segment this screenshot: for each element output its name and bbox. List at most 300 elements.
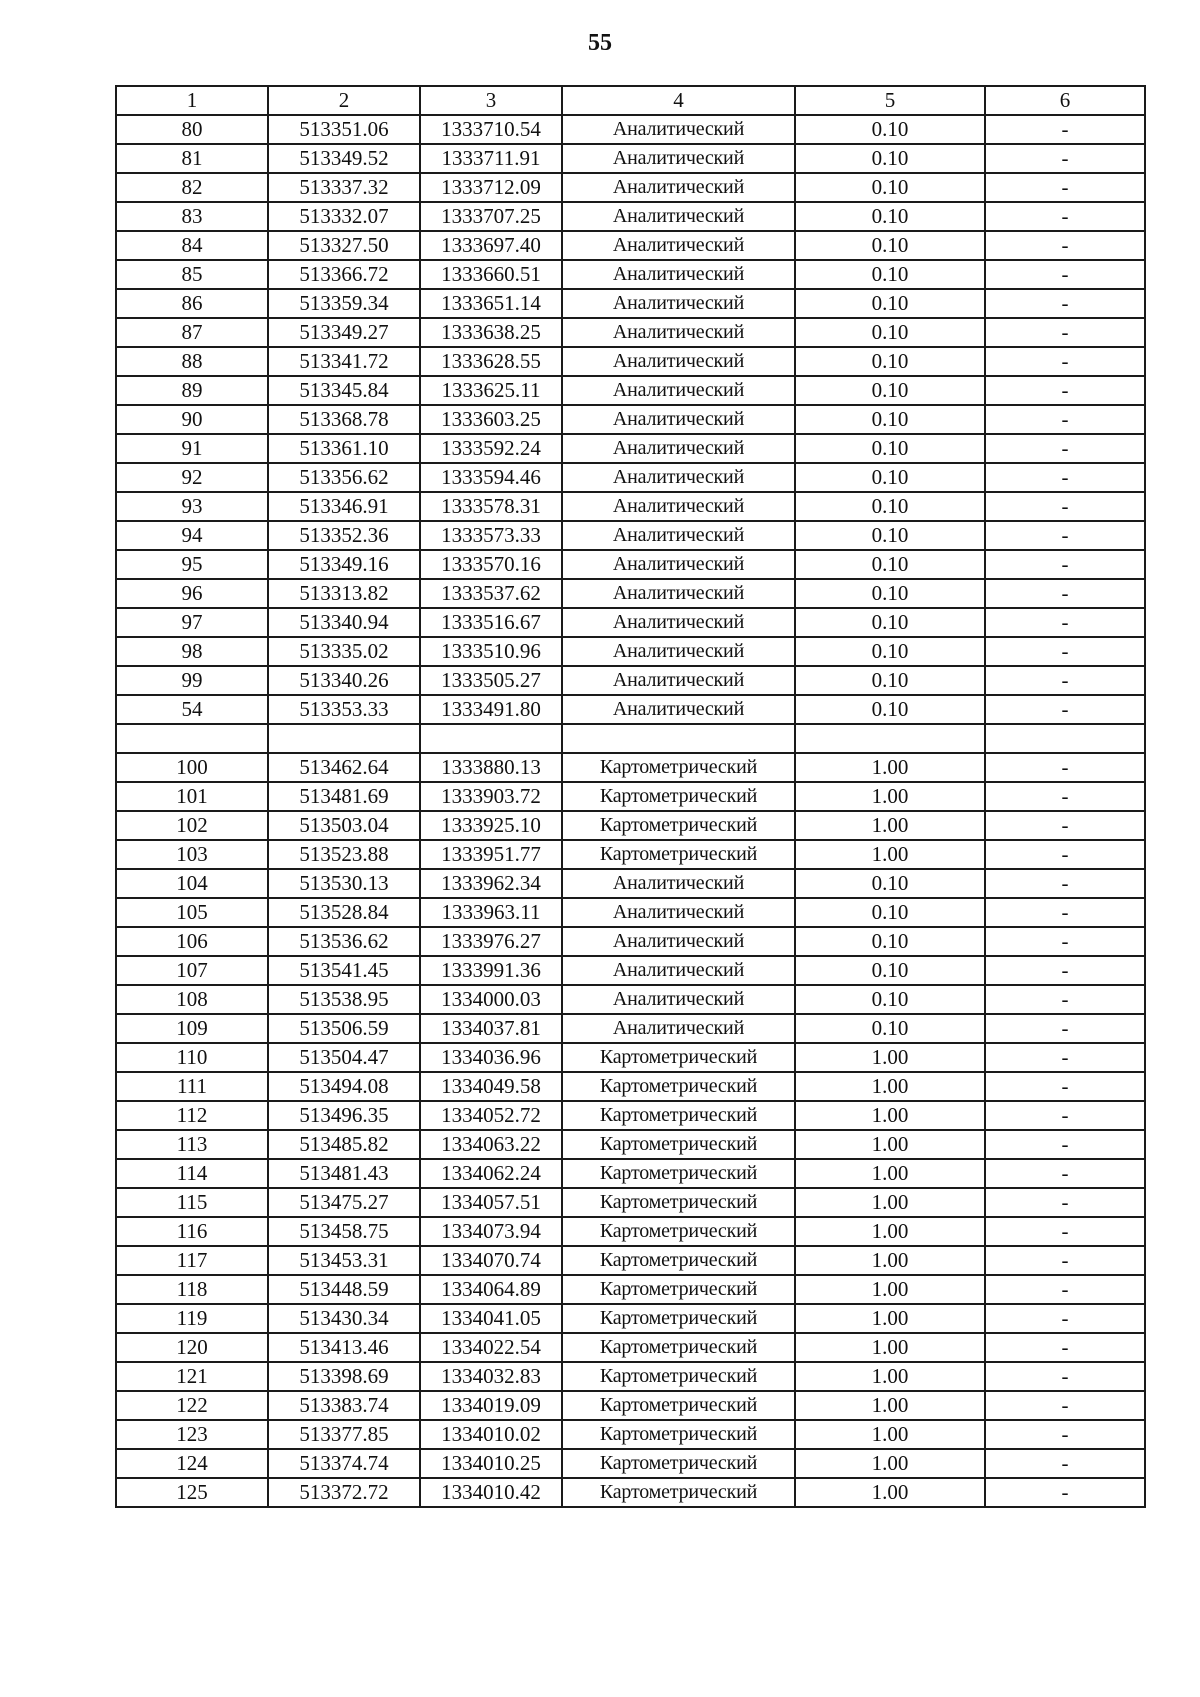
cell-x-coordinate: 513458.75: [268, 1217, 420, 1246]
cell-accuracy: 1.00: [795, 1246, 985, 1275]
cell-method: Аналитический: [562, 927, 795, 956]
cell-x-coordinate: 513523.88: [268, 840, 420, 869]
cell-y-coordinate: 1334010.42: [420, 1478, 562, 1507]
cell-accuracy: 1.00: [795, 753, 985, 782]
table-row: [116, 811, 1145, 840]
cell-method: Аналитический: [562, 608, 795, 637]
cell-note: -: [985, 753, 1145, 782]
cell-x-coordinate: 513372.72: [268, 1478, 420, 1507]
table-row: [116, 1043, 1145, 1072]
table-row: [116, 1246, 1145, 1275]
cell-point-number: 95: [116, 550, 268, 579]
cell-point-number: 96: [116, 579, 268, 608]
cell-method: Аналитический: [562, 956, 795, 985]
cell-x-coordinate: 513374.74: [268, 1449, 420, 1478]
cell-note: -: [985, 347, 1145, 376]
cell-point-number: 87: [116, 318, 268, 347]
cell-x-coordinate: 513481.43: [268, 1159, 420, 1188]
cell-x-coordinate: 513352.36: [268, 521, 420, 550]
cell-accuracy: 0.10: [795, 463, 985, 492]
cell-method: Аналитический: [562, 695, 795, 724]
table-row: [116, 1420, 1145, 1449]
cell-note: -: [985, 376, 1145, 405]
cell-point-number: 107: [116, 956, 268, 985]
cell-x-coordinate: 513335.02: [268, 637, 420, 666]
cell-y-coordinate: 1333962.34: [420, 869, 562, 898]
table-row: [116, 521, 1145, 550]
cell-note: -: [985, 637, 1145, 666]
cell-point-number: 109: [116, 1014, 268, 1043]
table-row: [116, 724, 1145, 753]
cell-accuracy: 0.10: [795, 666, 985, 695]
cell-note: -: [985, 695, 1145, 724]
cell-accuracy: 0.10: [795, 985, 985, 1014]
cell-y-coordinate: 1333592.24: [420, 434, 562, 463]
table-row: [116, 898, 1145, 927]
cell-accuracy: 0.10: [795, 231, 985, 260]
cell-y-coordinate: 1334073.94: [420, 1217, 562, 1246]
cell-note: -: [985, 1275, 1145, 1304]
table-row: [116, 144, 1145, 173]
cell-note: -: [985, 1304, 1145, 1333]
page-number: 55: [588, 30, 612, 56]
cell-y-coordinate: 1333925.10: [420, 811, 562, 840]
column-header-3: 3: [420, 86, 562, 115]
cell-method: Аналитический: [562, 1014, 795, 1043]
cell-point-number: 119: [116, 1304, 268, 1333]
cell-accuracy: 1.00: [795, 1420, 985, 1449]
cell-y-coordinate: 1333603.25: [420, 405, 562, 434]
cell-x-coordinate: 513398.69: [268, 1362, 420, 1391]
cell-method: Аналитический: [562, 318, 795, 347]
cell-method: Аналитический: [562, 173, 795, 202]
cell-x-coordinate: 513359.34: [268, 289, 420, 318]
cell-method: Картометрический: [562, 840, 795, 869]
cell-method: Аналитический: [562, 463, 795, 492]
cell-point-number: 102: [116, 811, 268, 840]
cell-accuracy: 1.00: [795, 1449, 985, 1478]
cell-point-number: 120: [116, 1333, 268, 1362]
table-row: [116, 840, 1145, 869]
table-row: [116, 985, 1145, 1014]
cell-accuracy: 1.00: [795, 840, 985, 869]
cell-x-coordinate: 513356.62: [268, 463, 420, 492]
cell-x-coordinate: 513448.59: [268, 1275, 420, 1304]
cell-y-coordinate: 1333491.80: [420, 695, 562, 724]
cell-point-number: 115: [116, 1188, 268, 1217]
cell-x-coordinate: 513383.74: [268, 1391, 420, 1420]
table-row: [116, 434, 1145, 463]
cell-accuracy: 0.10: [795, 115, 985, 144]
cell-note: -: [985, 1362, 1145, 1391]
table-row: [116, 231, 1145, 260]
cell-y-coordinate: 1334010.02: [420, 1420, 562, 1449]
cell-note: -: [985, 144, 1145, 173]
table-row: [116, 1478, 1145, 1507]
cell-point-number: 100: [116, 753, 268, 782]
cell-point-number: 106: [116, 927, 268, 956]
cell-note: -: [985, 840, 1145, 869]
cell-y-coordinate: 1333697.40: [420, 231, 562, 260]
table-row: [116, 1188, 1145, 1217]
cell-point-number: 86: [116, 289, 268, 318]
cell-accuracy: 0.10: [795, 173, 985, 202]
table-row: [116, 1391, 1145, 1420]
cell-point-number: 105: [116, 898, 268, 927]
header-row: [116, 86, 1145, 115]
cell-method: Картометрический: [562, 1362, 795, 1391]
cell-note: -: [985, 956, 1145, 985]
cell-method: Картометрический: [562, 1420, 795, 1449]
table-row: [116, 1101, 1145, 1130]
column-header-2: 2: [268, 86, 420, 115]
table-row: [116, 318, 1145, 347]
cell-y-coordinate: 1334057.51: [420, 1188, 562, 1217]
cell-method: Аналитический: [562, 260, 795, 289]
cell-y-coordinate: 1334064.89: [420, 1275, 562, 1304]
column-header-1: 1: [116, 86, 268, 115]
cell-note: -: [985, 1101, 1145, 1130]
table-row: [116, 1072, 1145, 1101]
cell-point-number: [116, 724, 268, 753]
cell-y-coordinate: 1334032.83: [420, 1362, 562, 1391]
cell-x-coordinate: 513349.27: [268, 318, 420, 347]
cell-method: Картометрический: [562, 1304, 795, 1333]
cell-accuracy: 1.00: [795, 811, 985, 840]
cell-x-coordinate: 513337.32: [268, 173, 420, 202]
cell-point-number: 89: [116, 376, 268, 405]
column-header-5: 5: [795, 86, 985, 115]
cell-note: -: [985, 1449, 1145, 1478]
cell-y-coordinate: 1333991.36: [420, 956, 562, 985]
cell-method: Аналитический: [562, 521, 795, 550]
cell-accuracy: 0.10: [795, 927, 985, 956]
cell-method: Аналитический: [562, 202, 795, 231]
cell-y-coordinate: 1333951.77: [420, 840, 562, 869]
cell-note: -: [985, 1014, 1145, 1043]
cell-point-number: 88: [116, 347, 268, 376]
coordinates-table: [115, 85, 1146, 1508]
cell-method: Аналитический: [562, 405, 795, 434]
cell-accuracy: [795, 724, 985, 753]
cell-point-number: 124: [116, 1449, 268, 1478]
table-row: [116, 579, 1145, 608]
table-row: [116, 376, 1145, 405]
cell-accuracy: 0.10: [795, 608, 985, 637]
cell-method: Картометрический: [562, 782, 795, 811]
cell-x-coordinate: 513341.72: [268, 347, 420, 376]
cell-note: -: [985, 1217, 1145, 1246]
cell-y-coordinate: 1334063.22: [420, 1130, 562, 1159]
cell-accuracy: 1.00: [795, 1362, 985, 1391]
cell-note: -: [985, 260, 1145, 289]
cell-method: Картометрический: [562, 1188, 795, 1217]
table-row: [116, 115, 1145, 144]
cell-y-coordinate: 1333578.31: [420, 492, 562, 521]
cell-y-coordinate: 1334041.05: [420, 1304, 562, 1333]
cell-x-coordinate: 513368.78: [268, 405, 420, 434]
cell-accuracy: 0.10: [795, 550, 985, 579]
cell-note: -: [985, 1159, 1145, 1188]
cell-method: Картометрический: [562, 1391, 795, 1420]
cell-note: -: [985, 1188, 1145, 1217]
cell-note: -: [985, 231, 1145, 260]
cell-x-coordinate: 513353.33: [268, 695, 420, 724]
cell-x-coordinate: 513340.94: [268, 608, 420, 637]
cell-y-coordinate: 1333651.14: [420, 289, 562, 318]
cell-note: -: [985, 1391, 1145, 1420]
cell-accuracy: 1.00: [795, 1159, 985, 1188]
cell-accuracy: 1.00: [795, 1275, 985, 1304]
table-row: [116, 1275, 1145, 1304]
cell-accuracy: 0.10: [795, 347, 985, 376]
cell-accuracy: 1.00: [795, 1304, 985, 1333]
cell-y-coordinate: 1333537.62: [420, 579, 562, 608]
table-row: [116, 869, 1145, 898]
cell-y-coordinate: 1334052.72: [420, 1101, 562, 1130]
cell-y-coordinate: [420, 724, 562, 753]
cell-point-number: 101: [116, 782, 268, 811]
cell-point-number: 117: [116, 1246, 268, 1275]
cell-y-coordinate: 1333710.54: [420, 115, 562, 144]
cell-y-coordinate: 1333516.67: [420, 608, 562, 637]
cell-accuracy: 1.00: [795, 1478, 985, 1507]
table-row: [116, 550, 1145, 579]
cell-note: -: [985, 1420, 1145, 1449]
cell-note: -: [985, 782, 1145, 811]
cell-y-coordinate: 1333660.51: [420, 260, 562, 289]
cell-point-number: 90: [116, 405, 268, 434]
cell-accuracy: 0.10: [795, 144, 985, 173]
cell-note: -: [985, 550, 1145, 579]
cell-y-coordinate: 1333594.46: [420, 463, 562, 492]
cell-x-coordinate: 513504.47: [268, 1043, 420, 1072]
table-row: [116, 202, 1145, 231]
cell-point-number: 118: [116, 1275, 268, 1304]
cell-x-coordinate: 513538.95: [268, 985, 420, 1014]
table-row: [116, 1014, 1145, 1043]
cell-x-coordinate: 513530.13: [268, 869, 420, 898]
cell-accuracy: 0.10: [795, 1014, 985, 1043]
cell-x-coordinate: 513361.10: [268, 434, 420, 463]
cell-accuracy: 0.10: [795, 434, 985, 463]
cell-y-coordinate: 1333628.55: [420, 347, 562, 376]
cell-point-number: 103: [116, 840, 268, 869]
cell-point-number: 98: [116, 637, 268, 666]
table-row: [116, 1304, 1145, 1333]
cell-accuracy: 1.00: [795, 1333, 985, 1362]
table-row: [116, 782, 1145, 811]
cell-point-number: 97: [116, 608, 268, 637]
cell-accuracy: 0.10: [795, 956, 985, 985]
cell-method: [562, 724, 795, 753]
cell-y-coordinate: 1334062.24: [420, 1159, 562, 1188]
cell-point-number: 54: [116, 695, 268, 724]
cell-point-number: 81: [116, 144, 268, 173]
cell-point-number: 94: [116, 521, 268, 550]
cell-note: -: [985, 521, 1145, 550]
cell-method: Картометрический: [562, 1478, 795, 1507]
table-row: [116, 1159, 1145, 1188]
cell-y-coordinate: 1334037.81: [420, 1014, 562, 1043]
table-row: [116, 289, 1145, 318]
cell-point-number: 91: [116, 434, 268, 463]
cell-x-coordinate: 513430.34: [268, 1304, 420, 1333]
cell-y-coordinate: 1333976.27: [420, 927, 562, 956]
cell-method: Картометрический: [562, 1275, 795, 1304]
table-row: [116, 666, 1145, 695]
cell-note: -: [985, 579, 1145, 608]
cell-accuracy: 0.10: [795, 260, 985, 289]
cell-method: Аналитический: [562, 115, 795, 144]
table-row: [116, 608, 1145, 637]
cell-point-number: 114: [116, 1159, 268, 1188]
cell-method: Картометрический: [562, 1449, 795, 1478]
cell-point-number: 84: [116, 231, 268, 260]
cell-note: -: [985, 869, 1145, 898]
cell-x-coordinate: 513494.08: [268, 1072, 420, 1101]
cell-x-coordinate: 513496.35: [268, 1101, 420, 1130]
cell-accuracy: 0.10: [795, 521, 985, 550]
cell-y-coordinate: 1333707.25: [420, 202, 562, 231]
cell-note: -: [985, 898, 1145, 927]
cell-y-coordinate: 1334070.74: [420, 1246, 562, 1275]
cell-accuracy: 1.00: [795, 1130, 985, 1159]
cell-method: Картометрический: [562, 1217, 795, 1246]
cell-x-coordinate: 513346.91: [268, 492, 420, 521]
cell-method: Аналитический: [562, 898, 795, 927]
cell-y-coordinate: 1333510.96: [420, 637, 562, 666]
cell-y-coordinate: 1334036.96: [420, 1043, 562, 1072]
cell-point-number: 111: [116, 1072, 268, 1101]
table-row: [116, 1362, 1145, 1391]
cell-note: -: [985, 811, 1145, 840]
cell-y-coordinate: 1333711.91: [420, 144, 562, 173]
table-row: [116, 173, 1145, 202]
cell-x-coordinate: 513462.64: [268, 753, 420, 782]
cell-accuracy: 1.00: [795, 1043, 985, 1072]
cell-point-number: 122: [116, 1391, 268, 1420]
table-row: [116, 405, 1145, 434]
table-header: [116, 86, 1145, 115]
cell-y-coordinate: 1334019.09: [420, 1391, 562, 1420]
cell-note: -: [985, 1130, 1145, 1159]
cell-accuracy: 0.10: [795, 695, 985, 724]
cell-method: Картометрический: [562, 811, 795, 840]
table-row: [116, 1333, 1145, 1362]
table-row: [116, 463, 1145, 492]
cell-method: Картометрический: [562, 1130, 795, 1159]
cell-point-number: 104: [116, 869, 268, 898]
table-row: [116, 695, 1145, 724]
cell-y-coordinate: 1333880.13: [420, 753, 562, 782]
table-row: [116, 927, 1145, 956]
cell-accuracy: 0.10: [795, 492, 985, 521]
cell-note: -: [985, 318, 1145, 347]
cell-method: Аналитический: [562, 492, 795, 521]
cell-note: [985, 724, 1145, 753]
cell-method: Аналитический: [562, 666, 795, 695]
cell-note: -: [985, 434, 1145, 463]
cell-note: -: [985, 608, 1145, 637]
cell-point-number: 112: [116, 1101, 268, 1130]
cell-x-coordinate: 513541.45: [268, 956, 420, 985]
cell-method: Аналитический: [562, 579, 795, 608]
cell-accuracy: 1.00: [795, 1101, 985, 1130]
cell-x-coordinate: 513528.84: [268, 898, 420, 927]
cell-point-number: 113: [116, 1130, 268, 1159]
cell-point-number: 80: [116, 115, 268, 144]
cell-x-coordinate: 513485.82: [268, 1130, 420, 1159]
cell-point-number: 93: [116, 492, 268, 521]
table-row: [116, 956, 1145, 985]
cell-accuracy: 0.10: [795, 637, 985, 666]
cell-x-coordinate: 513349.16: [268, 550, 420, 579]
cell-point-number: 92: [116, 463, 268, 492]
cell-x-coordinate: [268, 724, 420, 753]
cell-note: -: [985, 1333, 1145, 1362]
table-body: [116, 115, 1145, 1507]
cell-note: -: [985, 1043, 1145, 1072]
cell-x-coordinate: 513506.59: [268, 1014, 420, 1043]
cell-method: Картометрический: [562, 1333, 795, 1362]
cell-accuracy: 0.10: [795, 405, 985, 434]
cell-point-number: 108: [116, 985, 268, 1014]
cell-method: Аналитический: [562, 434, 795, 463]
cell-accuracy: 0.10: [795, 289, 985, 318]
cell-method: Аналитический: [562, 231, 795, 260]
cell-note: -: [985, 463, 1145, 492]
cell-y-coordinate: 1334010.25: [420, 1449, 562, 1478]
cell-method: Аналитический: [562, 289, 795, 318]
cell-point-number: 99: [116, 666, 268, 695]
cell-method: Аналитический: [562, 347, 795, 376]
table-row: [116, 1130, 1145, 1159]
cell-note: -: [985, 405, 1145, 434]
cell-point-number: 82: [116, 173, 268, 202]
cell-method: Аналитический: [562, 985, 795, 1014]
cell-x-coordinate: 513345.84: [268, 376, 420, 405]
cell-accuracy: 0.10: [795, 202, 985, 231]
cell-method: Аналитический: [562, 144, 795, 173]
cell-accuracy: 0.10: [795, 376, 985, 405]
cell-method: Аналитический: [562, 550, 795, 579]
cell-x-coordinate: 513332.07: [268, 202, 420, 231]
cell-point-number: 125: [116, 1478, 268, 1507]
cell-note: -: [985, 289, 1145, 318]
cell-note: -: [985, 1478, 1145, 1507]
cell-y-coordinate: 1333638.25: [420, 318, 562, 347]
table-row: [116, 1217, 1145, 1246]
cell-x-coordinate: 513366.72: [268, 260, 420, 289]
cell-accuracy: 1.00: [795, 782, 985, 811]
table-row: [116, 1449, 1145, 1478]
cell-x-coordinate: 513313.82: [268, 579, 420, 608]
cell-y-coordinate: 1333570.16: [420, 550, 562, 579]
cell-accuracy: 0.10: [795, 318, 985, 347]
cell-y-coordinate: 1333903.72: [420, 782, 562, 811]
table-row: [116, 753, 1145, 782]
cell-note: -: [985, 202, 1145, 231]
cell-note: -: [985, 173, 1145, 202]
cell-method: Картометрический: [562, 1246, 795, 1275]
cell-accuracy: 1.00: [795, 1217, 985, 1246]
cell-method: Аналитический: [562, 869, 795, 898]
cell-point-number: 116: [116, 1217, 268, 1246]
cell-y-coordinate: 1333712.09: [420, 173, 562, 202]
cell-note: -: [985, 1072, 1145, 1101]
cell-note: -: [985, 492, 1145, 521]
